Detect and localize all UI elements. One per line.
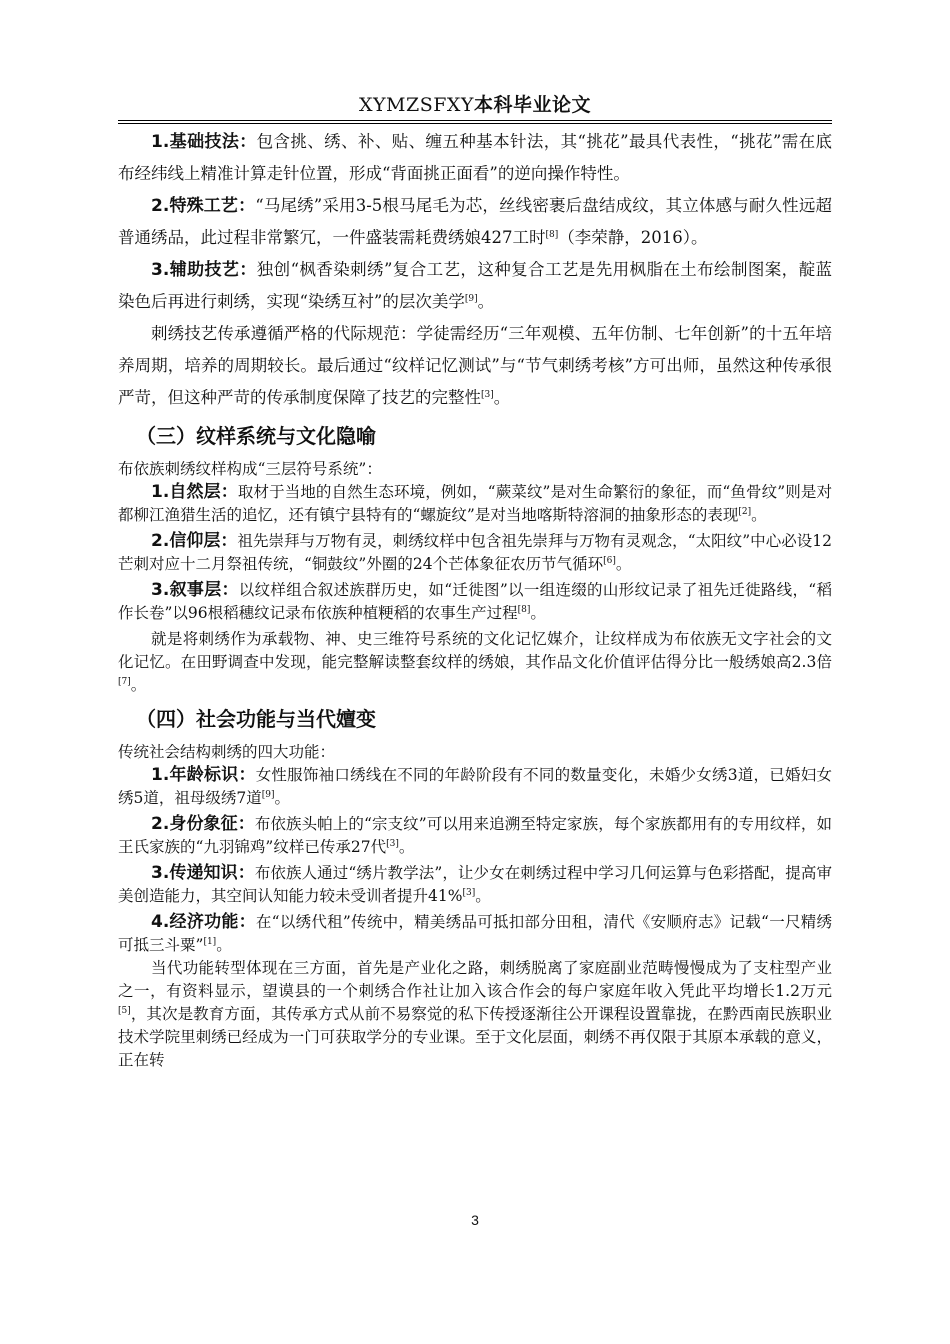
inheritance-tail: 。 xyxy=(493,388,511,407)
page-body xyxy=(118,126,832,1072)
function-tail: 。 xyxy=(274,789,290,807)
pattern-layer-belief xyxy=(118,530,832,576)
technique-auxiliary xyxy=(118,254,832,318)
citation-ref: [5] xyxy=(118,1006,131,1016)
citation-ref: [3] xyxy=(386,839,399,849)
layer-label: 3.叙事层： xyxy=(151,580,239,600)
citation-ref: [8] xyxy=(545,230,559,240)
function-tail: 。 xyxy=(475,887,491,905)
technique-text: 包含挑、绣、补、贴、缠五种基本针法，其“挑花”最具代表性，“挑花”需在底布经纬线上精准计算走针位置，形成“背面挑正面看”的逆向操作特性。 xyxy=(118,132,832,183)
header-latin: XYMZSFXY xyxy=(358,94,474,116)
citation-ref: [8] xyxy=(517,605,531,615)
citation-ref: [7] xyxy=(118,677,131,687)
function-age-marker xyxy=(118,764,832,810)
function-tail: 。 xyxy=(216,936,232,954)
layer-text: 取材于当地的自然生态环境，例如，“蕨菜纹”是对生命繁衍的象征，而“鱼骨纹”则是对都柳江渔猎生活的追忆，还有镇宁县特有的“螺旋纹”是对当地喀斯特溶洞的抽象形态的表现 xyxy=(118,483,832,524)
citation-ref: [3] xyxy=(481,390,494,400)
function-text: 在“以绣代租”传统中，精美绣品可抵扣部分田租，清代《安顺府志》记载“一尺精绣可抵三斗粟” xyxy=(118,913,832,954)
section-3-intro: 布依族刺绣纹样构成“三层符号系统”： xyxy=(118,460,382,478)
technique-basic xyxy=(118,126,832,190)
citation-ref: [6] xyxy=(603,556,616,566)
section-4-heading: （四）社会功能与当代嬗变 xyxy=(136,707,376,731)
inheritance-text: 刺绣技艺传承遵循严格的代际规范：学徒需经历“三年观模、五年仿制、七年创新”的十五年培养周期，培养的周期较长。最后通过“纹样记忆测试”与“节气刺绣考核”方可出师，虽然这种传承很严苛，但这种严苛的传承制度保障了技艺的完整性 xyxy=(118,324,832,407)
function-economic xyxy=(118,911,832,957)
section-4-intro: 传统社会结构刺绣的四大功能： xyxy=(118,743,336,761)
technique-label: 3.辅助技艺： xyxy=(151,260,257,280)
citation-ref: [1] xyxy=(203,937,217,947)
citation-ref: [9] xyxy=(261,790,275,800)
citation-ref: [3] xyxy=(462,888,476,898)
function-label: 3.传递知识： xyxy=(151,863,255,883)
function-text: 女性服饰袖口绣线在不同的年龄阶段有不同的数量变化，未婚少女绣3道，已婚妇女绣5道，祖母级绣7道 xyxy=(118,766,832,807)
closing-text: 当代功能转型体现在三方面，首先是产业化之路，刺绣脱离了家庭副业范畴慢慢成为了支柱型产业之一，有资料显示，望谟县的一个刺绣合作社让加入该合作会的每户家庭年收入凭此平均增长1.2万元 xyxy=(118,959,832,1000)
technique-label: 2.特殊工艺： xyxy=(151,196,256,216)
layer-label: 2.信仰层： xyxy=(151,531,238,551)
page-header xyxy=(118,90,832,117)
technique-tail: 。 xyxy=(477,292,495,311)
section-3-heading: （三）纹样系统与文化隐喻 xyxy=(136,424,376,448)
function-knowledge xyxy=(118,862,832,908)
summary-tail: 。 xyxy=(130,676,147,694)
summary-text: 就是将刺绣作为承载物、神、史三维符号系统的文化记忆媒介，让纹样成为布依族无文字社会的文化记忆。在田野调查中发现，能完整解读整套纹样的绣娘，其作品文化价值评估得分比一般绣娘高2.3倍 xyxy=(118,630,832,671)
header-title: 本科毕业论文 xyxy=(473,94,591,116)
layer-label: 1.自然层： xyxy=(151,482,238,502)
function-label: 4.经济功能： xyxy=(151,912,256,932)
layer-tail: 。 xyxy=(751,506,767,524)
layer-tail: 。 xyxy=(615,555,632,573)
technique-label: 1.基础技法： xyxy=(151,132,257,152)
layer-text: 祖先崇拜与万物有灵，刺绣纹样中包含祖先崇拜与万物有灵观念，“太阳纹”中心必设12芒刺对应十二月祭祖传统，“铜鼓纹”外圈的24个芒体象征农历节气循环 xyxy=(118,532,832,573)
pattern-layer-nature xyxy=(118,481,832,527)
function-tail: 。 xyxy=(398,838,415,856)
citation-ref: [2] xyxy=(738,507,752,517)
function-text: 布依族人通过“绣片教学法”，让少女在刺绣过程中学习几何运算与色彩搭配，提高审美创造能力，其空间认知能力较未受训者提升41% xyxy=(118,864,832,905)
technique-text: “马尾绣”采用3-5根马尾毛为芯，丝线密裹后盘结成纹，其立体感与耐久性远超普通绣品，此过程非常繁冗，一件盛装需耗费绣娘427工时 xyxy=(118,196,832,247)
page-number: 3 xyxy=(471,1212,479,1228)
function-text: 布依族头帕上的“宗支纹”可以用来追溯至特定家族，每个家族都用有的专用纹样，如王氏家族的“九羽锦鸡”纹样已传承27代 xyxy=(118,815,832,856)
technique-text: 独创“枫香染刺绣”复合工艺，这种复合工艺是先用枫脂在土布绘制图案，靛蓝染色后再进行刺绣，实现“染绣互衬”的层次美学 xyxy=(118,260,832,311)
closing-tail: ，其次是教育方面，其传承方式从前不易察觉的私下传授逐渐往公开课程设置靠拢，在黔西南民族职业技术学院里刺绣已经成为一门可获取学分的专业课。至于文化层面，刺绣不再仅限于其原本承载的意义，正在转 xyxy=(118,1005,832,1069)
layer-tail: 。 xyxy=(530,604,546,622)
layer-text: 以纹样组合叙述族群历史，如“迁徙图”以一组连缀的山形纹记录了祖先迁徙路线，“稻作长卷”以96根稻穗纹记录布依族种植粳稻的农事生产过程 xyxy=(118,581,832,622)
inheritance-paragraph xyxy=(118,318,832,414)
technique-special xyxy=(118,190,832,254)
section-3-summary xyxy=(118,628,832,697)
header-rule-bottom xyxy=(118,123,832,124)
function-identity xyxy=(118,813,832,859)
function-label: 2.身份象征： xyxy=(151,814,255,834)
function-label: 1.年龄标识： xyxy=(151,765,256,785)
pattern-layer-narrative xyxy=(118,579,832,625)
contemporary-change-paragraph xyxy=(118,957,832,1072)
technique-tail: （李荣静，2016）。 xyxy=(558,228,708,247)
citation-ref: [9] xyxy=(464,294,478,304)
header-rule-top xyxy=(118,120,832,121)
